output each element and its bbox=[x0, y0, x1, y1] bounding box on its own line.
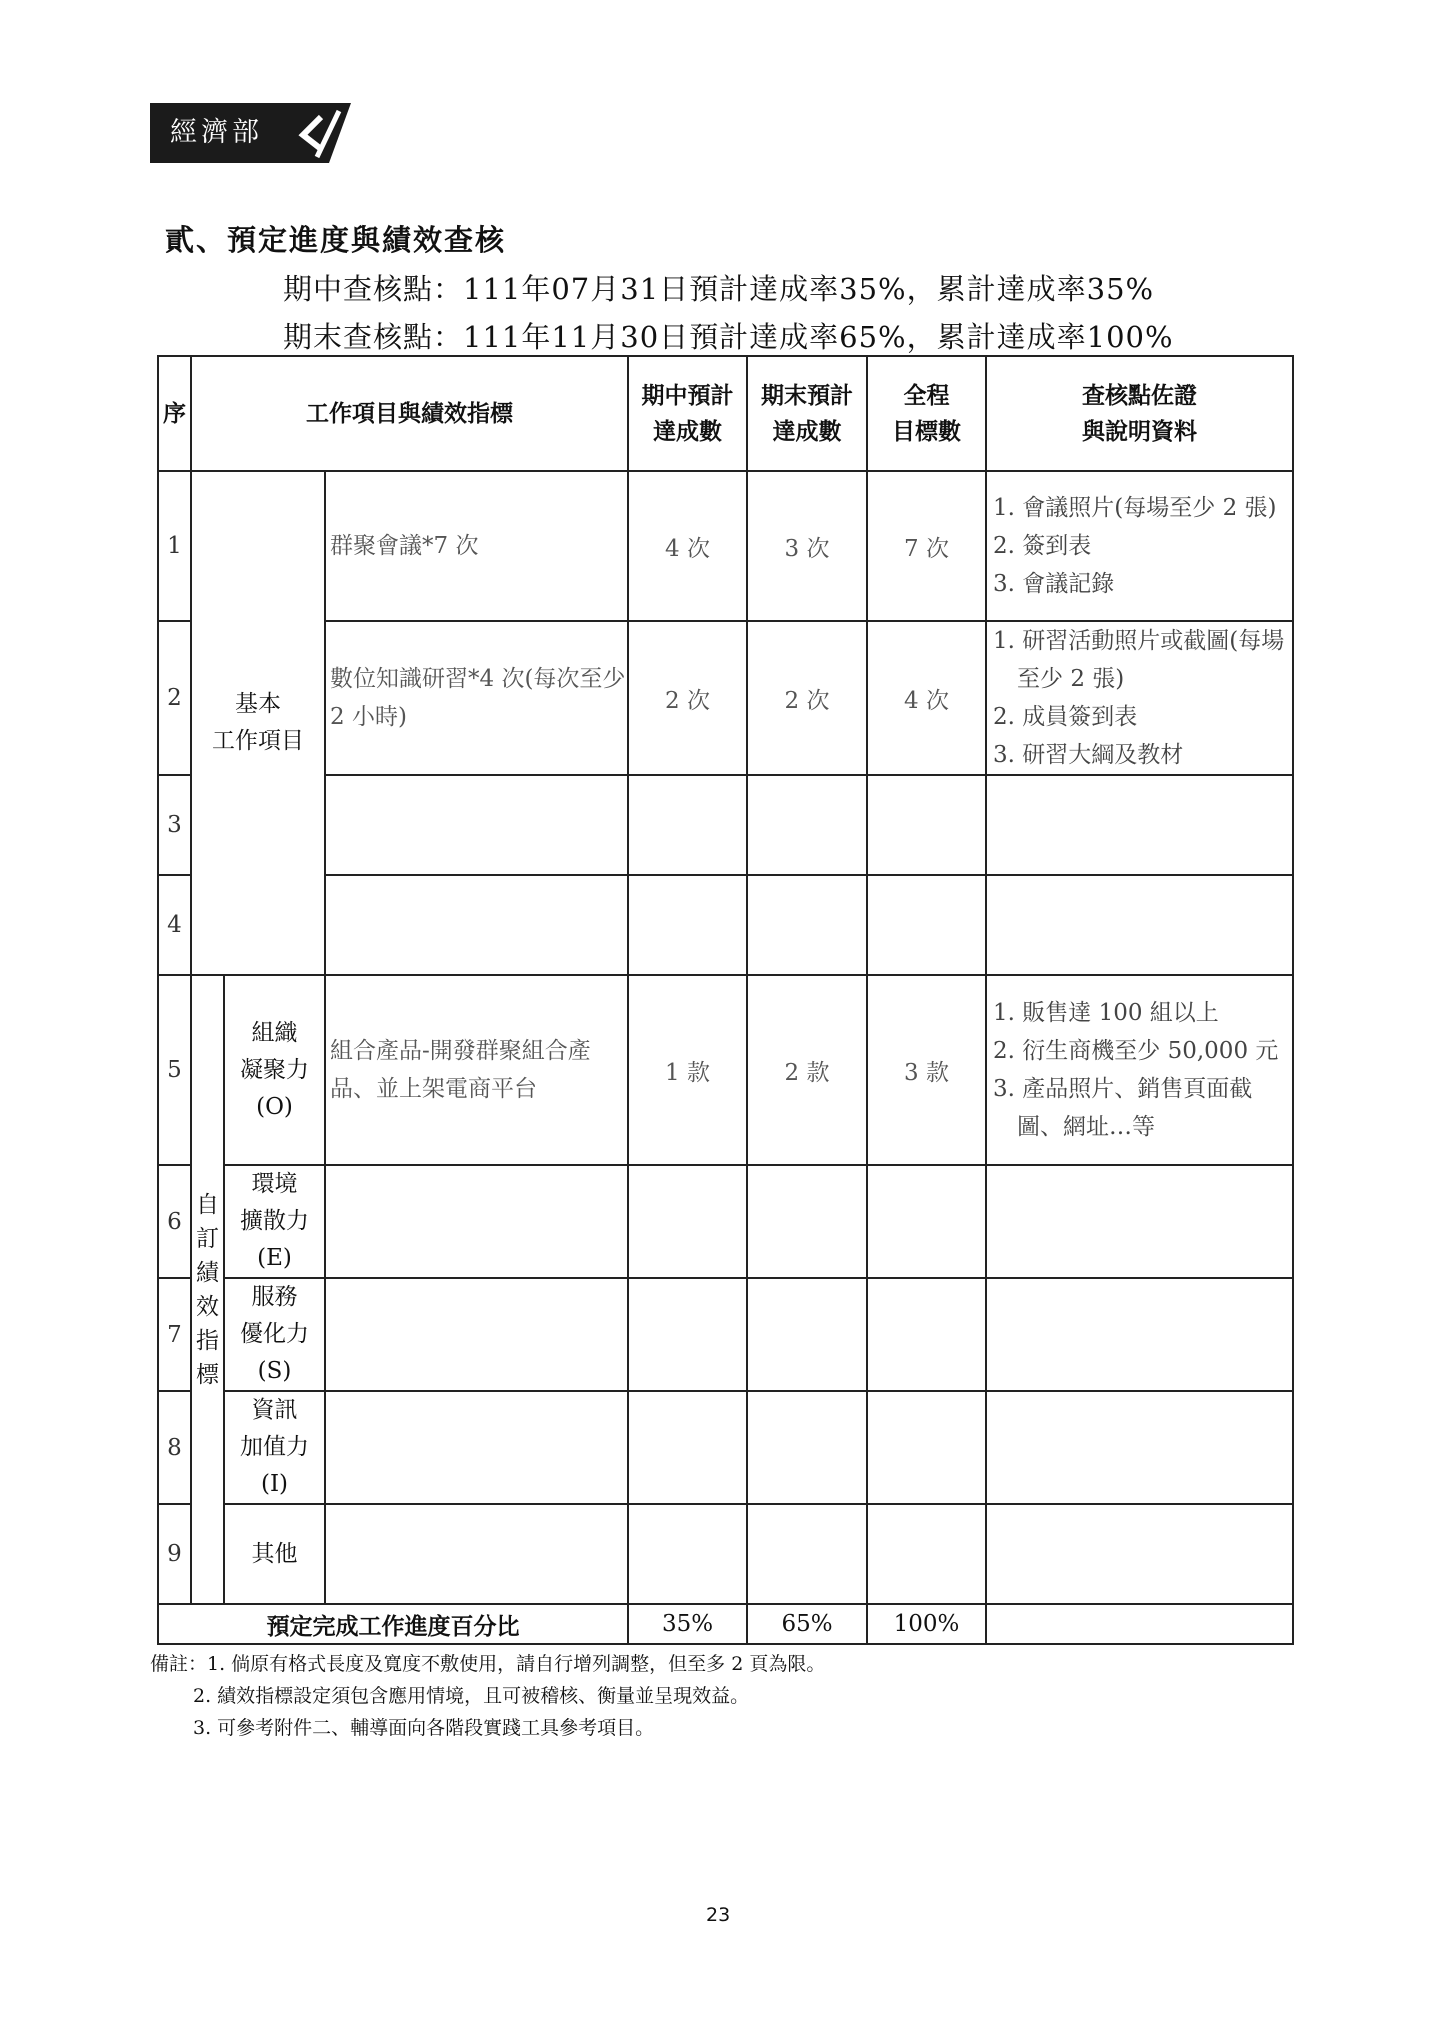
table-row bbox=[158, 1504, 1293, 1604]
row-evidence bbox=[986, 471, 1293, 621]
row-mid: 4 次 bbox=[628, 471, 747, 621]
header-evidence bbox=[986, 356, 1293, 471]
table-row bbox=[158, 775, 1293, 875]
row-seq: 8 bbox=[158, 1391, 191, 1504]
note-line: 3. 可參考附件二、輔導面向各階段實踐工具參考項目。 bbox=[193, 1717, 655, 1739]
row-subcategory bbox=[224, 1391, 325, 1504]
header-mid bbox=[628, 356, 747, 471]
row-seq: 7 bbox=[158, 1278, 191, 1391]
footer-mid: 35% bbox=[628, 1604, 747, 1644]
row-subcategory bbox=[224, 1165, 325, 1278]
subcategory-line: 服務 bbox=[251, 1284, 298, 1310]
custom-category-char: 指 bbox=[196, 1327, 219, 1354]
basic-category-line2: 工作項目 bbox=[212, 728, 304, 754]
footer-evidence bbox=[986, 1604, 1293, 1644]
row-end bbox=[747, 775, 867, 875]
subcategory-line: 加值力 bbox=[240, 1434, 309, 1460]
evidence-line: 3. 會議記錄 bbox=[993, 571, 1115, 597]
header-item: 工作項目與績效指標 bbox=[191, 356, 628, 471]
row-end bbox=[747, 1165, 867, 1278]
row-item bbox=[325, 875, 628, 975]
header-total-line2: 目標數 bbox=[892, 417, 962, 445]
row-evidence bbox=[986, 1278, 1293, 1391]
row-item bbox=[325, 775, 628, 875]
subcategory-line: (O) bbox=[256, 1093, 293, 1120]
row-total: 3 款 bbox=[867, 975, 986, 1165]
row-mid bbox=[628, 1504, 747, 1604]
row-evidence bbox=[986, 875, 1293, 975]
subcategory-line: (S) bbox=[257, 1358, 292, 1384]
row-seq: 6 bbox=[158, 1165, 191, 1278]
row-mid bbox=[628, 1391, 747, 1504]
row-evidence bbox=[986, 1504, 1293, 1604]
row-mid: 1 款 bbox=[628, 975, 747, 1165]
final-checkpoint: 期末查核點：111年11月30日預計達成率65%，累計達成率100% bbox=[283, 320, 1174, 354]
evidence-line: 3. 產品照片、銷售頁面截圖、網址…等 bbox=[993, 1076, 1253, 1140]
row-total bbox=[867, 1504, 986, 1604]
row-item: 組合產品-開發群聚組合產品、並上架電商平台 bbox=[325, 975, 628, 1165]
header-end-line2: 達成數 bbox=[772, 417, 842, 445]
header-end-line1: 期末預計 bbox=[761, 381, 854, 409]
custom-category-char: 訂 bbox=[196, 1225, 219, 1252]
subcategory-line: 組織 bbox=[251, 1019, 298, 1046]
row-item bbox=[325, 1391, 628, 1504]
row-seq: 2 bbox=[158, 621, 191, 775]
custom-category-char: 效 bbox=[196, 1293, 219, 1320]
evidence-line: 2. 成員簽到表 bbox=[993, 704, 1138, 730]
header-mid-line1: 期中預計 bbox=[641, 381, 734, 409]
row-total: 7 次 bbox=[867, 471, 986, 621]
row-end bbox=[747, 875, 867, 975]
evidence-line: 1. 會議照片(每場至少 2 張) bbox=[993, 495, 1277, 521]
row-end bbox=[747, 1278, 867, 1391]
evidence-line: 2. 簽到表 bbox=[993, 533, 1092, 559]
header-seq: 序 bbox=[158, 356, 191, 471]
custom-kpi-category bbox=[191, 975, 224, 1604]
table-row bbox=[158, 471, 1293, 621]
row-seq: 5 bbox=[158, 975, 191, 1165]
header-evidence-line2: 與說明資料 bbox=[1082, 417, 1198, 445]
header-total-line1: 全程 bbox=[903, 381, 950, 409]
row-seq: 9 bbox=[158, 1504, 191, 1604]
notes bbox=[150, 1648, 825, 1744]
table-footer-row bbox=[158, 1604, 1293, 1644]
row-seq: 3 bbox=[158, 775, 191, 875]
note-line: 2. 績效指標設定須包含應用情境，且可被稽核、衡量並呈現效益。 bbox=[193, 1685, 750, 1707]
table-row bbox=[158, 621, 1293, 775]
table-row bbox=[158, 1391, 1293, 1504]
subcategory-line: 其他 bbox=[251, 1540, 298, 1567]
row-end bbox=[747, 1391, 867, 1504]
row-mid bbox=[628, 875, 747, 975]
row-subcategory bbox=[224, 1504, 325, 1604]
basic-category-line1: 基本 bbox=[235, 691, 281, 717]
row-evidence bbox=[986, 1165, 1293, 1278]
row-evidence bbox=[986, 975, 1293, 1165]
subcategory-line: 優化力 bbox=[240, 1321, 309, 1347]
subcategory-line: 資訊 bbox=[251, 1397, 298, 1423]
subcategory-line: 環境 bbox=[251, 1171, 298, 1197]
row-total bbox=[867, 875, 986, 975]
table-header-row bbox=[158, 356, 1293, 471]
header-evidence-line1: 查核點佐證 bbox=[1082, 381, 1198, 409]
progress-table bbox=[157, 355, 1294, 1645]
ministry-logo bbox=[150, 103, 351, 163]
header-total bbox=[867, 356, 986, 471]
subcategory-line: 凝聚力 bbox=[240, 1056, 309, 1083]
subcategory-line: (I) bbox=[260, 1471, 289, 1497]
table-row bbox=[158, 1165, 1293, 1278]
section-heading: 貳、預定進度與績效查核 bbox=[165, 223, 507, 257]
row-total bbox=[867, 1165, 986, 1278]
custom-category-char: 自 bbox=[196, 1191, 219, 1218]
row-mid bbox=[628, 775, 747, 875]
row-seq: 1 bbox=[158, 471, 191, 621]
row-total bbox=[867, 775, 986, 875]
ministry-emblem-icon bbox=[281, 103, 351, 163]
row-subcategory bbox=[224, 1278, 325, 1391]
note-line: 備註：1. 倘原有格式長度及寬度不敷使用，請自行增列調整，但至多 2 頁為限。 bbox=[150, 1653, 826, 1675]
row-mid: 2 次 bbox=[628, 621, 747, 775]
subcategory-line: (E) bbox=[257, 1245, 292, 1271]
row-item bbox=[325, 1165, 628, 1278]
footer-total: 100% bbox=[867, 1604, 986, 1644]
row-evidence bbox=[986, 1391, 1293, 1504]
custom-category-char: 績 bbox=[196, 1259, 219, 1286]
midterm-checkpoint: 期中查核點：111年07月31日預計達成率35%，累計達成率35% bbox=[283, 272, 1155, 306]
evidence-line: 1. 研習活動照片或截圖(每場至少 2 張) bbox=[993, 628, 1285, 692]
row-mid bbox=[628, 1165, 747, 1278]
page-number: 23 bbox=[706, 1904, 731, 1926]
evidence-line: 1. 販售達 100 組以上 bbox=[993, 1000, 1219, 1026]
row-item bbox=[325, 1278, 628, 1391]
row-evidence bbox=[986, 775, 1293, 875]
header-end bbox=[747, 356, 867, 471]
row-end: 2 次 bbox=[747, 621, 867, 775]
row-seq: 4 bbox=[158, 875, 191, 975]
row-end: 2 款 bbox=[747, 975, 867, 1165]
row-total bbox=[867, 1278, 986, 1391]
footer-end: 65% bbox=[747, 1604, 867, 1644]
logo-text: 經濟部 bbox=[150, 103, 281, 163]
table-row bbox=[158, 1278, 1293, 1391]
header-mid-line2: 達成數 bbox=[653, 417, 723, 445]
table-row bbox=[158, 975, 1293, 1165]
row-end: 3 次 bbox=[747, 471, 867, 621]
table-row bbox=[158, 875, 1293, 975]
row-mid bbox=[628, 1278, 747, 1391]
row-item: 群聚會議*7 次 bbox=[325, 471, 628, 621]
custom-category-char: 標 bbox=[196, 1361, 219, 1388]
evidence-line: 2. 衍生商機至少 50,000 元 bbox=[993, 1038, 1279, 1064]
row-evidence bbox=[986, 621, 1293, 775]
row-subcategory bbox=[224, 975, 325, 1165]
footer-label: 預定完成工作進度百分比 bbox=[158, 1604, 628, 1644]
row-item: 數位知識研習*4 次(每次至少 2 小時) bbox=[325, 621, 628, 775]
row-total: 4 次 bbox=[867, 621, 986, 775]
row-item bbox=[325, 1504, 628, 1604]
basic-category bbox=[191, 471, 325, 975]
subcategory-line: 擴散力 bbox=[240, 1208, 309, 1234]
row-end bbox=[747, 1504, 867, 1604]
evidence-line: 3. 研習大綱及教材 bbox=[993, 742, 1184, 768]
row-total bbox=[867, 1391, 986, 1504]
